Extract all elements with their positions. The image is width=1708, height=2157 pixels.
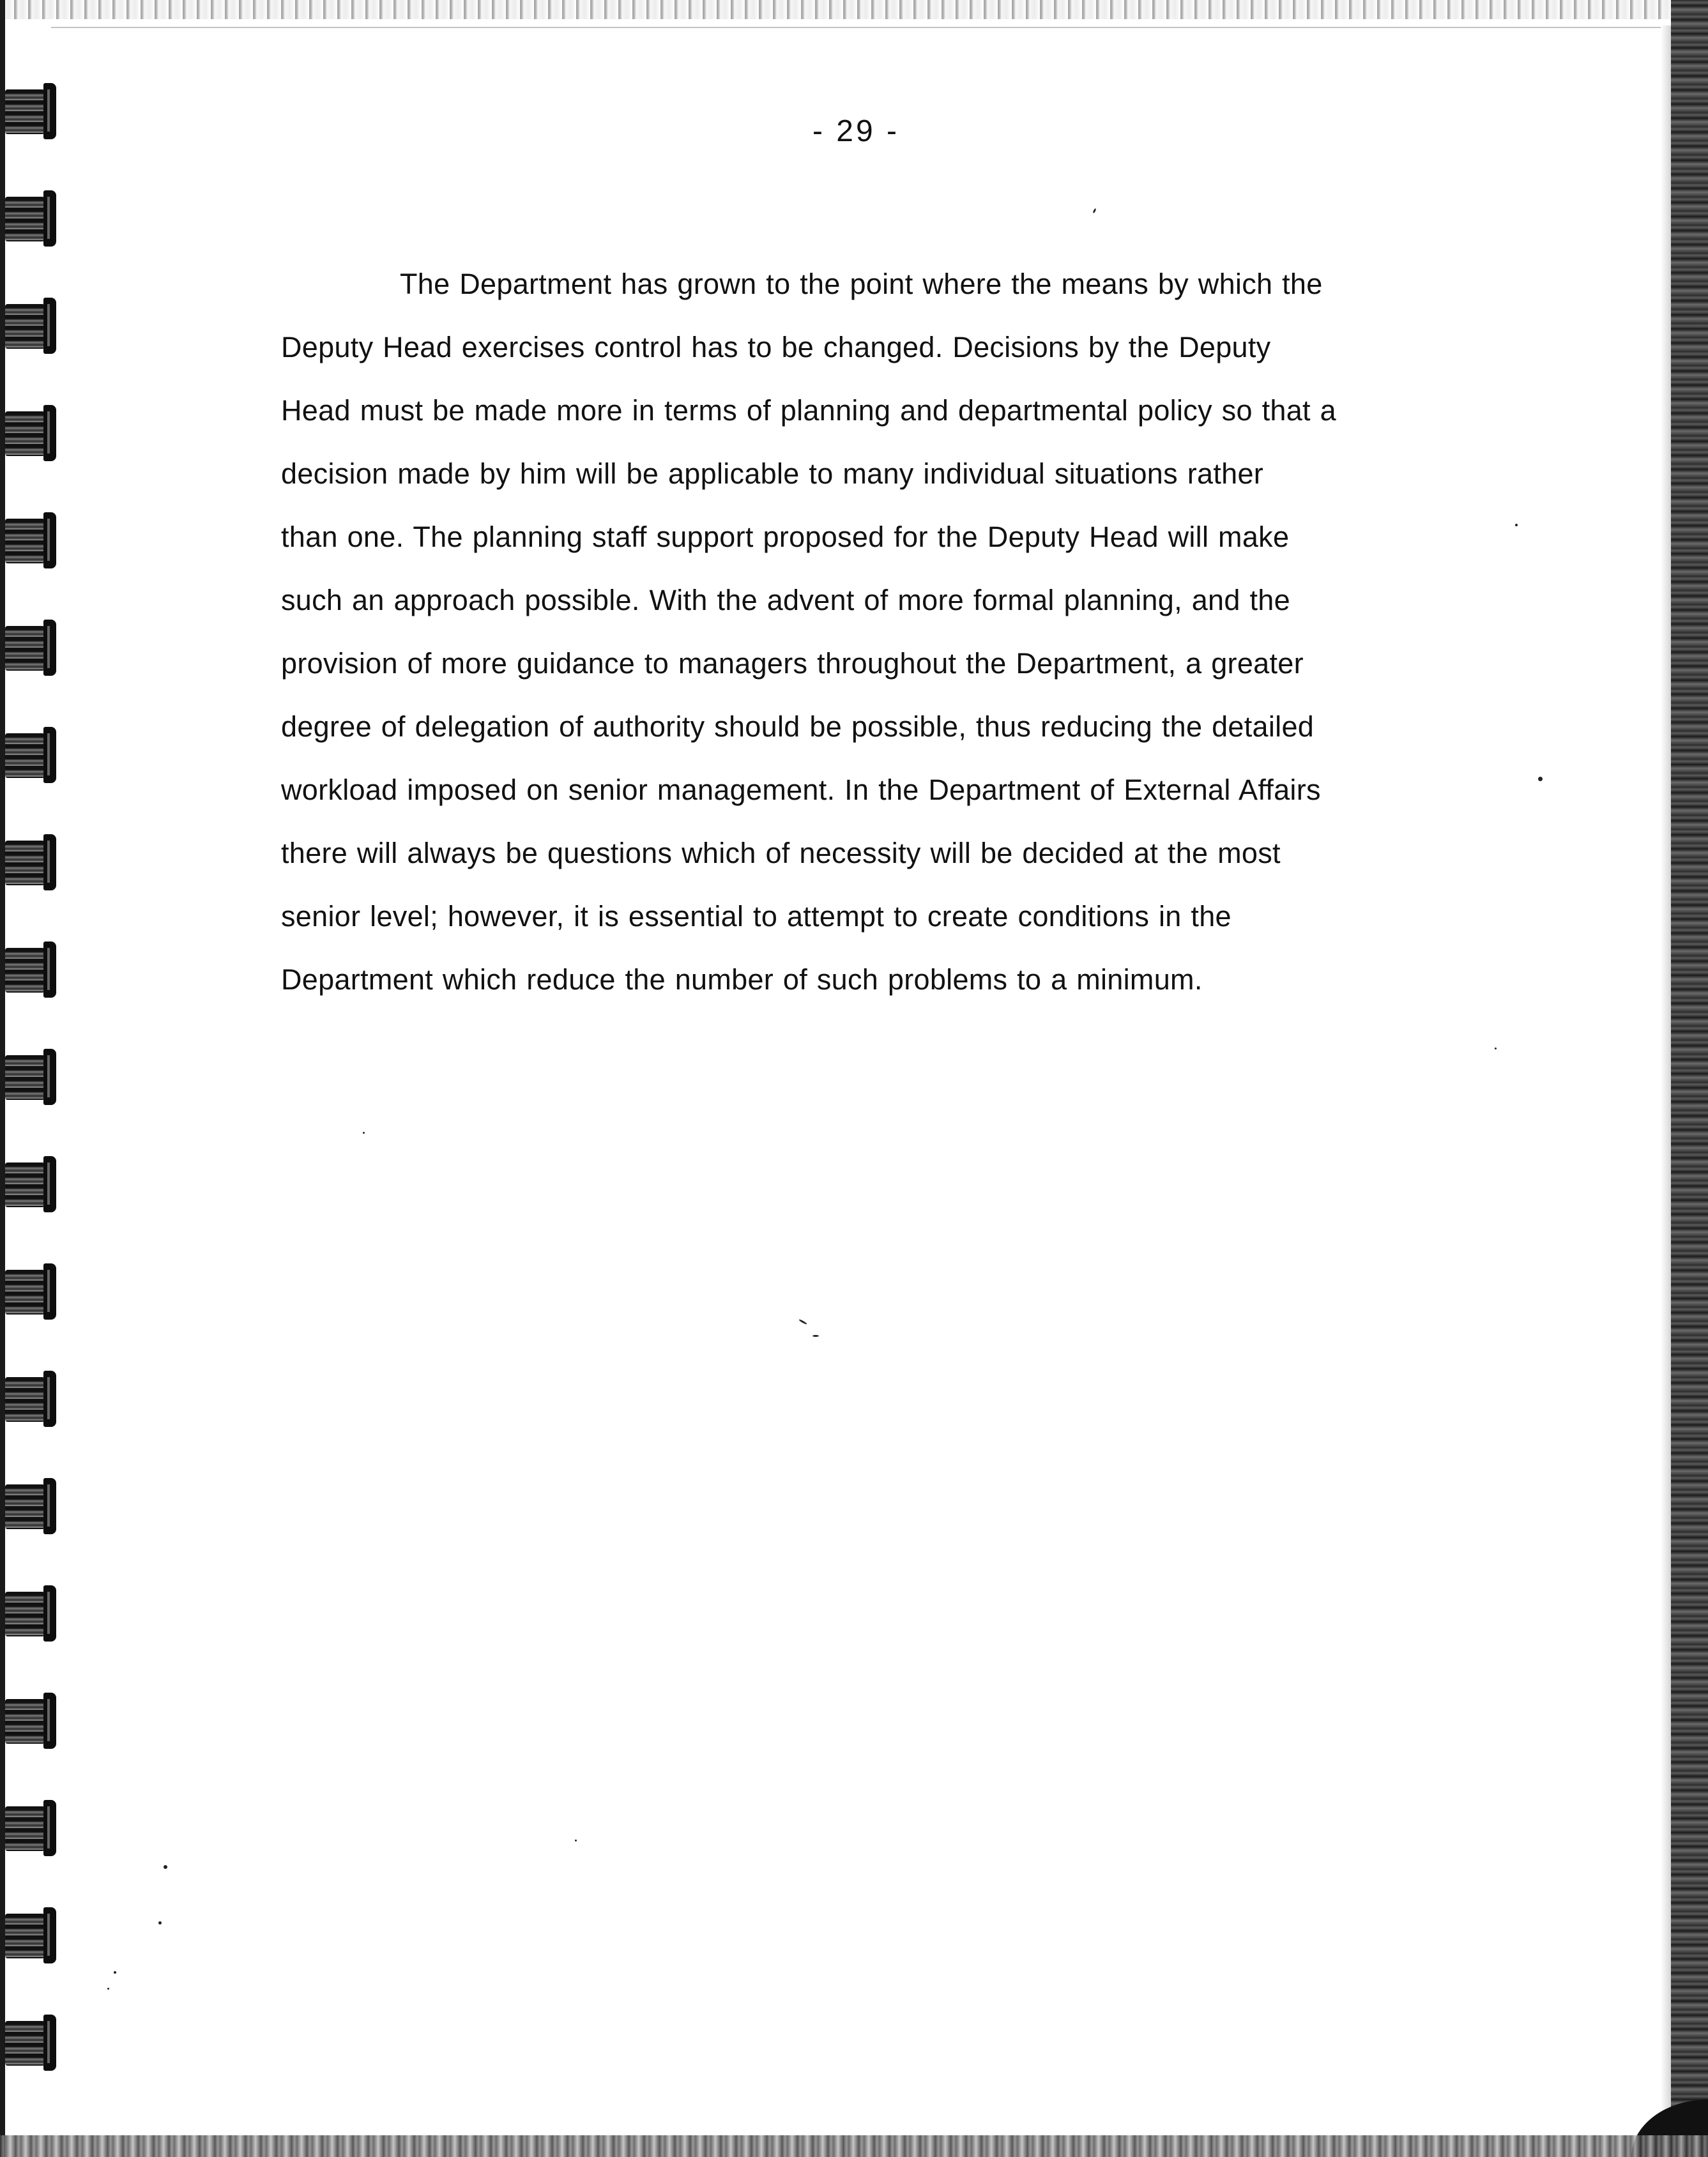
body-paragraph	[281, 252, 1405, 1011]
scan-speck	[1515, 524, 1518, 526]
spiral-binding	[0, 0, 70, 2157]
binding-ring	[0, 1584, 61, 1643]
scan-speck	[812, 1335, 819, 1337]
binding-ring	[0, 511, 61, 570]
paragraph-line: The Department has grown to the point where the means by which the	[400, 268, 1323, 300]
scan-speck	[158, 1921, 162, 1925]
scan-speck	[1092, 208, 1096, 214]
page-number: - 29 -	[812, 114, 900, 148]
paragraph-line: Department which reduce the number of such problems to a minimum.	[281, 963, 1203, 996]
binding-ring	[0, 1799, 61, 1857]
binding-ring	[0, 833, 61, 892]
scan-right-edge	[1671, 0, 1708, 2157]
binding-ring	[0, 1906, 61, 1965]
binding-ring	[0, 726, 61, 784]
binding-ring	[0, 404, 61, 462]
scan-top-edge	[0, 0, 1708, 19]
paragraph-line: than one. The planning staff support proposed for the Deputy Head will make	[281, 521, 1290, 553]
binding-ring	[0, 1369, 61, 1428]
binding-ring	[0, 1048, 61, 1106]
scan-speck	[1495, 1048, 1497, 1049]
scan-speck	[575, 1840, 577, 1841]
binding-ring	[0, 82, 61, 141]
scan-bottom-edge	[0, 2135, 1708, 2157]
paragraph-line: decision made by him will be applicable to many individual situations rather	[281, 457, 1264, 490]
scan-speck	[798, 1319, 807, 1325]
scan-right-shadow	[1661, 26, 1671, 2133]
binding-ring	[0, 618, 61, 677]
paragraph-line: degree of delegation of authority should be possible, thus reducing the detailed	[281, 710, 1315, 743]
binding-ring	[0, 1691, 61, 1750]
paragraph-line: provision of more guidance to managers throughout the Department, a greater	[281, 647, 1304, 680]
binding-ring	[0, 1477, 61, 1536]
binding-ring	[0, 296, 61, 355]
scan-top-line	[51, 27, 1661, 28]
binding-ring	[0, 2013, 61, 2072]
paragraph-line: there will always be questions which of necessity will be decided at the most	[281, 837, 1281, 869]
paragraph-line: Head must be made more in terms of planning and departmental policy so that a	[281, 394, 1336, 427]
binding-ring	[0, 1155, 61, 1214]
paragraph-line: Deputy Head exercises control has to be changed. Decisions by the Deputy	[281, 331, 1271, 363]
binding-ring	[0, 189, 61, 248]
scan-speck	[363, 1132, 365, 1134]
paragraph-line: senior level; however, it is essential to attempt to create conditions in the	[281, 900, 1231, 933]
scan-speck	[164, 1865, 167, 1869]
paragraph-line: workload imposed on senior management. In the Department of External Affairs	[281, 774, 1321, 806]
scan-speck	[114, 1971, 116, 1974]
binding-ring	[0, 940, 61, 999]
scan-speck	[107, 1988, 109, 1990]
paragraph-line: such an approach possible. With the advent of more formal planning, and the	[281, 584, 1290, 616]
binding-ring	[0, 1262, 61, 1321]
scan-speck	[1538, 777, 1543, 781]
